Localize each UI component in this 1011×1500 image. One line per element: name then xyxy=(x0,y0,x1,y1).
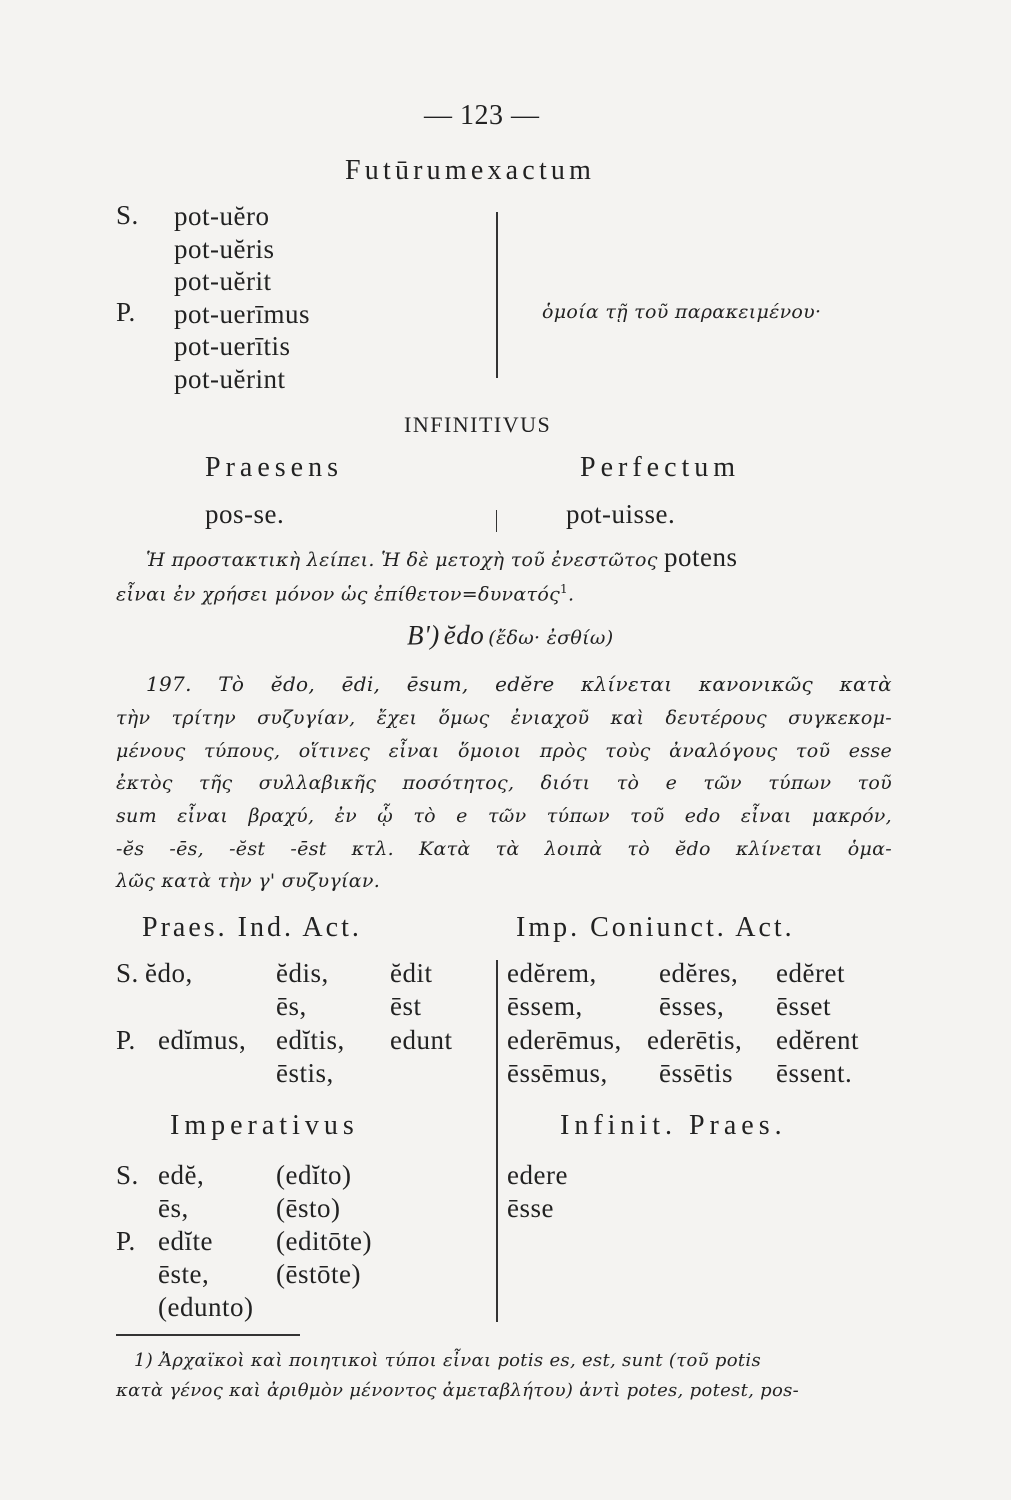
futurum-p-label: P. xyxy=(116,297,136,327)
section-heading xyxy=(407,620,613,651)
section-label: Β') xyxy=(407,620,440,650)
imp-coniunct-cell: edĕrent xyxy=(776,1025,859,1055)
futurum-form: pot-uerīmus xyxy=(174,298,310,329)
imp-coniunct-cell: ēssent. xyxy=(776,1058,853,1088)
imperativus-cell: edĕ, xyxy=(158,1160,205,1190)
imp-coniunct-cell: ederēmus, xyxy=(507,1025,622,1055)
futurum-note: ὁμοία τῇ τοῦ παρακειμένου· xyxy=(542,301,822,323)
footnote-rule xyxy=(116,1334,300,1336)
imperativus-cell: (edĭto) xyxy=(276,1160,352,1190)
infinitivus-title: INFINITIVUS xyxy=(404,412,552,437)
praes-ind-cell: ēstis, xyxy=(276,1058,334,1088)
futurum-forms xyxy=(174,200,310,395)
infinit-praes-title: Infinit. Praes. xyxy=(560,1110,787,1141)
footnote-line: κατὰ γένος καὶ ἀριθμὸν μένοντος ἀμεταβλήτου) ἀντὶ potes, potest, pos- xyxy=(116,1380,800,1401)
section-greek: (ἔδω· ἐσθίω) xyxy=(488,627,614,649)
perfectum-form: pot-uisse. xyxy=(566,499,676,529)
section-latin: ĕdo xyxy=(443,620,485,650)
table-divider xyxy=(496,960,498,1322)
praes-ind-cell: edĭmus, xyxy=(158,1025,247,1055)
imp-coniunct-title: Imp. Coniunct. Act. xyxy=(516,912,795,943)
para1-line1 xyxy=(146,542,737,573)
para197-line: -ĕs -ēs, -ĕst -ēst κτλ. Κατὰ τὰ λοιπὰ τὸ ĕdo κλίνεται ὁμα- xyxy=(116,838,892,860)
para1-line2-end: . xyxy=(567,583,575,606)
imp-coniunct-cell: ēssēmus, xyxy=(507,1058,608,1088)
footnote-ref: 1 xyxy=(560,582,568,596)
futurum-form: pot-uĕris xyxy=(174,233,275,264)
imperativus-cell: edĭte xyxy=(158,1226,213,1256)
futurum-form: pot-uĕrint xyxy=(174,363,286,394)
page-number: — 123 — xyxy=(424,100,540,131)
imperativus-cell: (edunto) xyxy=(158,1292,254,1322)
para197-line: μένους τύπους, οἵτινες εἶναι ὅμοιοι πρὸς τοὺς ἀναλόγους τοῦ esse xyxy=(116,740,892,762)
imp-coniunct-cell: edĕres, xyxy=(659,958,739,988)
imperativus-title: Imperativus xyxy=(170,1110,359,1141)
para197-line: 197. Τὸ ĕdo, ēdi, ēsum, edĕre κλίνεται κανονικῶς κατὰ xyxy=(146,672,892,696)
infinit-praes-form: edere xyxy=(507,1160,568,1190)
praes-ind-title: Praes. Ind. Act. xyxy=(142,912,362,943)
imperativus-cell: ēs, xyxy=(158,1193,189,1223)
praes-ind-cell: edunt xyxy=(390,1025,453,1055)
imperativus-s-label: S. xyxy=(116,1160,139,1190)
praesens-form: pos-se. xyxy=(205,499,285,529)
para197-line: λῶς κατὰ τὴν γ' συζυγίαν. xyxy=(116,870,381,892)
praes-ind-cell: ĕdo, xyxy=(145,958,193,988)
imperativus-cell: (editōte) xyxy=(276,1226,372,1256)
para1-line2 xyxy=(116,582,574,605)
imp-coniunct-cell: ēsses, xyxy=(659,991,725,1021)
perfectum-label: Perfectum xyxy=(580,452,741,483)
footnote-line: 1) Ἀρχαϊκοὶ καὶ ποιητικοὶ τύποι εἶναι potis es, est, sunt (τοῦ potis xyxy=(134,1350,761,1371)
praes-ind-cell: ēst xyxy=(390,991,422,1021)
para1-potens: potens xyxy=(663,542,738,572)
para197-line: ἐκτὸς τῆς συλλαβικῆς ποσότητος, διότι τὸ e τῶν τύπων τοῦ xyxy=(116,772,892,794)
imp-coniunct-cell: ēsset xyxy=(776,991,831,1021)
imperativus-p-label: P. xyxy=(116,1226,136,1256)
praes-ind-cell: ĕdit xyxy=(390,958,433,988)
imp-coniunct-cell: ederētis, xyxy=(647,1025,743,1055)
imperativus-cell: (ēsto) xyxy=(276,1193,341,1223)
futurum-form: pot-uerītis xyxy=(174,331,291,361)
imp-coniunct-cell: ēssem, xyxy=(507,991,583,1021)
praes-ind-p-label: P. xyxy=(116,1025,136,1055)
infinit-praes-form: ēsse xyxy=(507,1193,554,1223)
praes-ind-cell: ēs, xyxy=(276,991,307,1021)
praesens-label: Praesens xyxy=(205,452,343,483)
futurum-title: Futūrumexactum xyxy=(345,155,596,186)
praes-ind-cell: edĭtis, xyxy=(276,1025,345,1055)
para1-greek: Ἡ προστακτικὴ λείπει. Ἡ δὲ μετοχὴ τοῦ ἐνεστῶτος xyxy=(146,549,664,571)
imp-coniunct-cell: edĕret xyxy=(776,958,845,988)
infinitivus-divider xyxy=(496,510,497,532)
futurum-form: pot-uĕro xyxy=(174,201,270,231)
imp-coniunct-cell: edĕrem, xyxy=(507,958,597,988)
para197-line: sum εἶναι βραχύ, ἐν ᾧ τὸ e τῶν τύπων τοῦ edo εἶναι μακρόν, xyxy=(116,805,892,827)
para1-line2-text: εἶναι ἐν χρήσει μόνον ὡς ἐπίθετον=δυνατός xyxy=(116,583,561,606)
futurum-s-label: S. xyxy=(116,200,139,230)
praes-ind-s-label: S. xyxy=(116,958,139,988)
imperativus-cell: (ēstōte) xyxy=(276,1259,361,1289)
futurum-form: pot-uĕrit xyxy=(174,266,272,296)
futurum-divider xyxy=(496,212,498,378)
imp-coniunct-cell: ēssētis xyxy=(659,1058,733,1088)
praes-ind-cell: ĕdis, xyxy=(276,958,329,988)
para197-line: τὴν τρίτην συζυγίαν, ἔχει ὅμως ἐνιαχοῦ καὶ δευτέρους συγκεκομ- xyxy=(116,707,892,729)
imperativus-cell: ēste, xyxy=(158,1259,210,1289)
